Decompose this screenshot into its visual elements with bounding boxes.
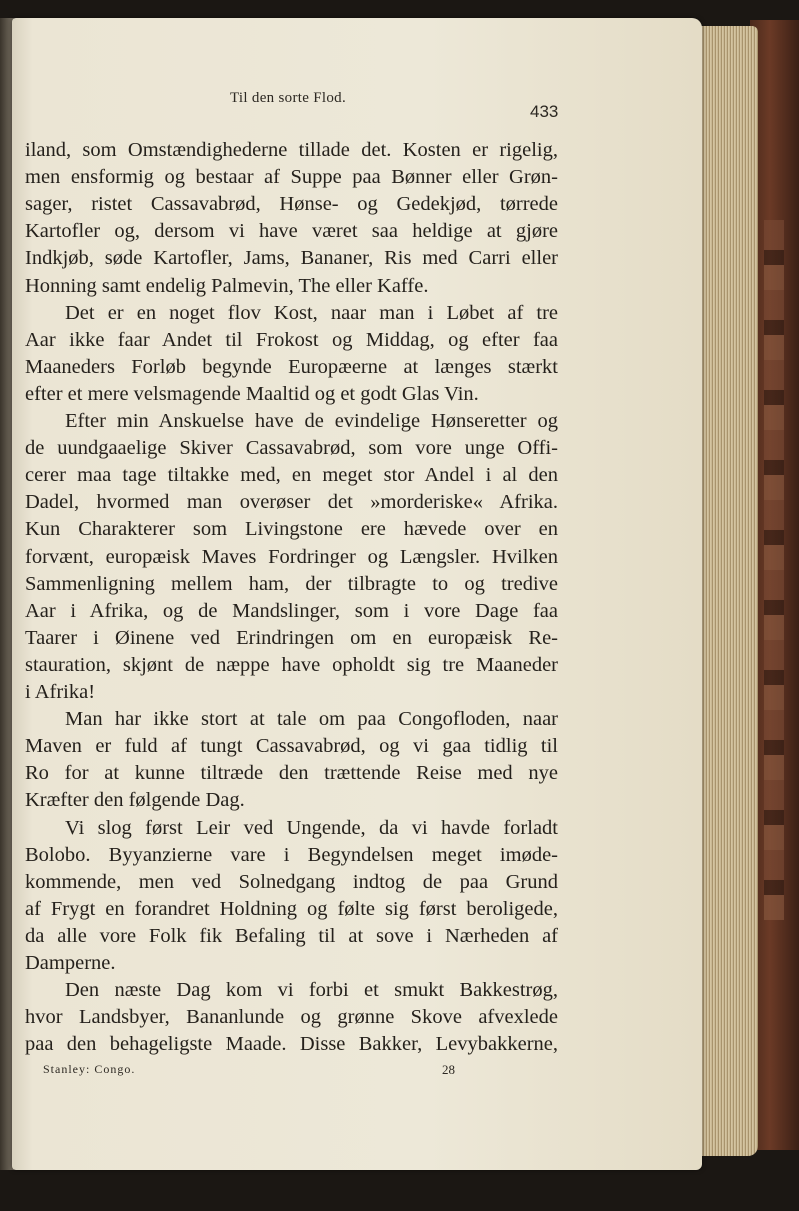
text-line: forvænt, europæisk Maves Fordringer og Længsler. Hvilken bbox=[25, 545, 558, 568]
text-line: Den næste Dag kom vi forbi et smukt Bakkestrøg, bbox=[65, 979, 558, 1002]
text-line: Taarer i Øinene ved Erindringen om en europæisk Re- bbox=[25, 626, 558, 649]
text-line: Honning samt endelig Palmevin, The eller Kaffe. bbox=[25, 274, 429, 297]
text-line: Damperne. bbox=[25, 952, 116, 974]
text-line: Indkjøb, søde Kartofler, Jams, Bananer, Ris med Carri eller bbox=[25, 247, 558, 270]
text-line: stauration, skjønt de næppe have opholdt sig tre Maaneder bbox=[25, 653, 558, 676]
sheet-number: 28 bbox=[442, 1062, 455, 1077]
text-line: Dadel, hvormed man overøser det »morderiske« Afrika. bbox=[25, 491, 558, 514]
text-line: Maven er fuld af tungt Cassavabrød, og vi gaa tidlig til bbox=[25, 735, 558, 758]
text-line: da alle vore Folk fik Befaling til at sove i Nærheden af bbox=[25, 924, 558, 947]
text-line: men ensformig og bestaar af Suppe paa Bønner eller Grøn- bbox=[25, 166, 558, 189]
text-line: efter et mere velsmagende Maaltid og et godt Glas Vin. bbox=[25, 382, 479, 405]
text-line: paa den behageligste Maade. Disse Bakker, Levybakkerne, bbox=[25, 1033, 558, 1056]
text-line: cerer maa tage tiltakke med, en meget stor Andel i al den bbox=[25, 464, 558, 487]
text-line: Kun Charakterer som Livingstone ere hævede over en bbox=[25, 518, 558, 541]
text-line: Ro for at kunne tiltræde den trættende Reise med nye bbox=[25, 762, 558, 785]
text-line: Sammenligning mellem ham, der tilbragte to og tredive bbox=[25, 572, 558, 595]
text-line: Det er en noget flov Kost, naar man i Løbet af tre bbox=[65, 301, 558, 324]
signature-mark: Stanley: Congo. bbox=[43, 1062, 136, 1076]
text-line: Aar i Afrika, og de Mandslinger, som i vore Dage faa bbox=[25, 599, 558, 622]
text-line: i Afrika! bbox=[25, 681, 96, 703]
text-line: Kartofler og, dersom vi have været saa heldige at gjøre bbox=[25, 220, 558, 243]
text-line: de uundgaaelige Skiver Cassavabrød, som vore unge Offi- bbox=[25, 437, 558, 460]
page-number: 433 bbox=[530, 102, 559, 121]
running-title: Til den sorte Flod. bbox=[230, 90, 346, 106]
text-line: kommende, men ved Solnedgang indtog de paa Grund bbox=[25, 870, 558, 893]
text-line: Efter min Anskuelse have de evindelige Hønseretter og bbox=[65, 410, 558, 432]
text-line: sager, ristet Cassavabrød, Hønse- og Gedekjød, tørrede bbox=[25, 193, 558, 216]
text-line: hvor Landsbyer, Bananlunde og grønne Skove afvexlede bbox=[25, 1006, 558, 1029]
text-line: Aar ikke faar Andet til Frokost og Middag, og efter faa bbox=[25, 328, 558, 351]
text-line: af Frygt en forandret Holdning og følte sig først beroligede, bbox=[25, 897, 558, 920]
text-line: Man har ikke stort at tale om paa Congofloden, naar bbox=[65, 708, 558, 731]
text-line: iland, som Omstændighederne tillade det. Kosten er rigelig, bbox=[25, 139, 558, 161]
text-line: Vi slog først Leir ved Ungende, da vi havde forladt bbox=[65, 816, 558, 839]
text-line: Bolobo. Byyanzierne vare i Begyndelsen meget imøde- bbox=[25, 843, 558, 866]
text-line: Maaneders Forløb begynde Europæerne at længes stærkt bbox=[25, 355, 558, 378]
text-line: Kræfter den følgende Dag. bbox=[25, 789, 245, 812]
